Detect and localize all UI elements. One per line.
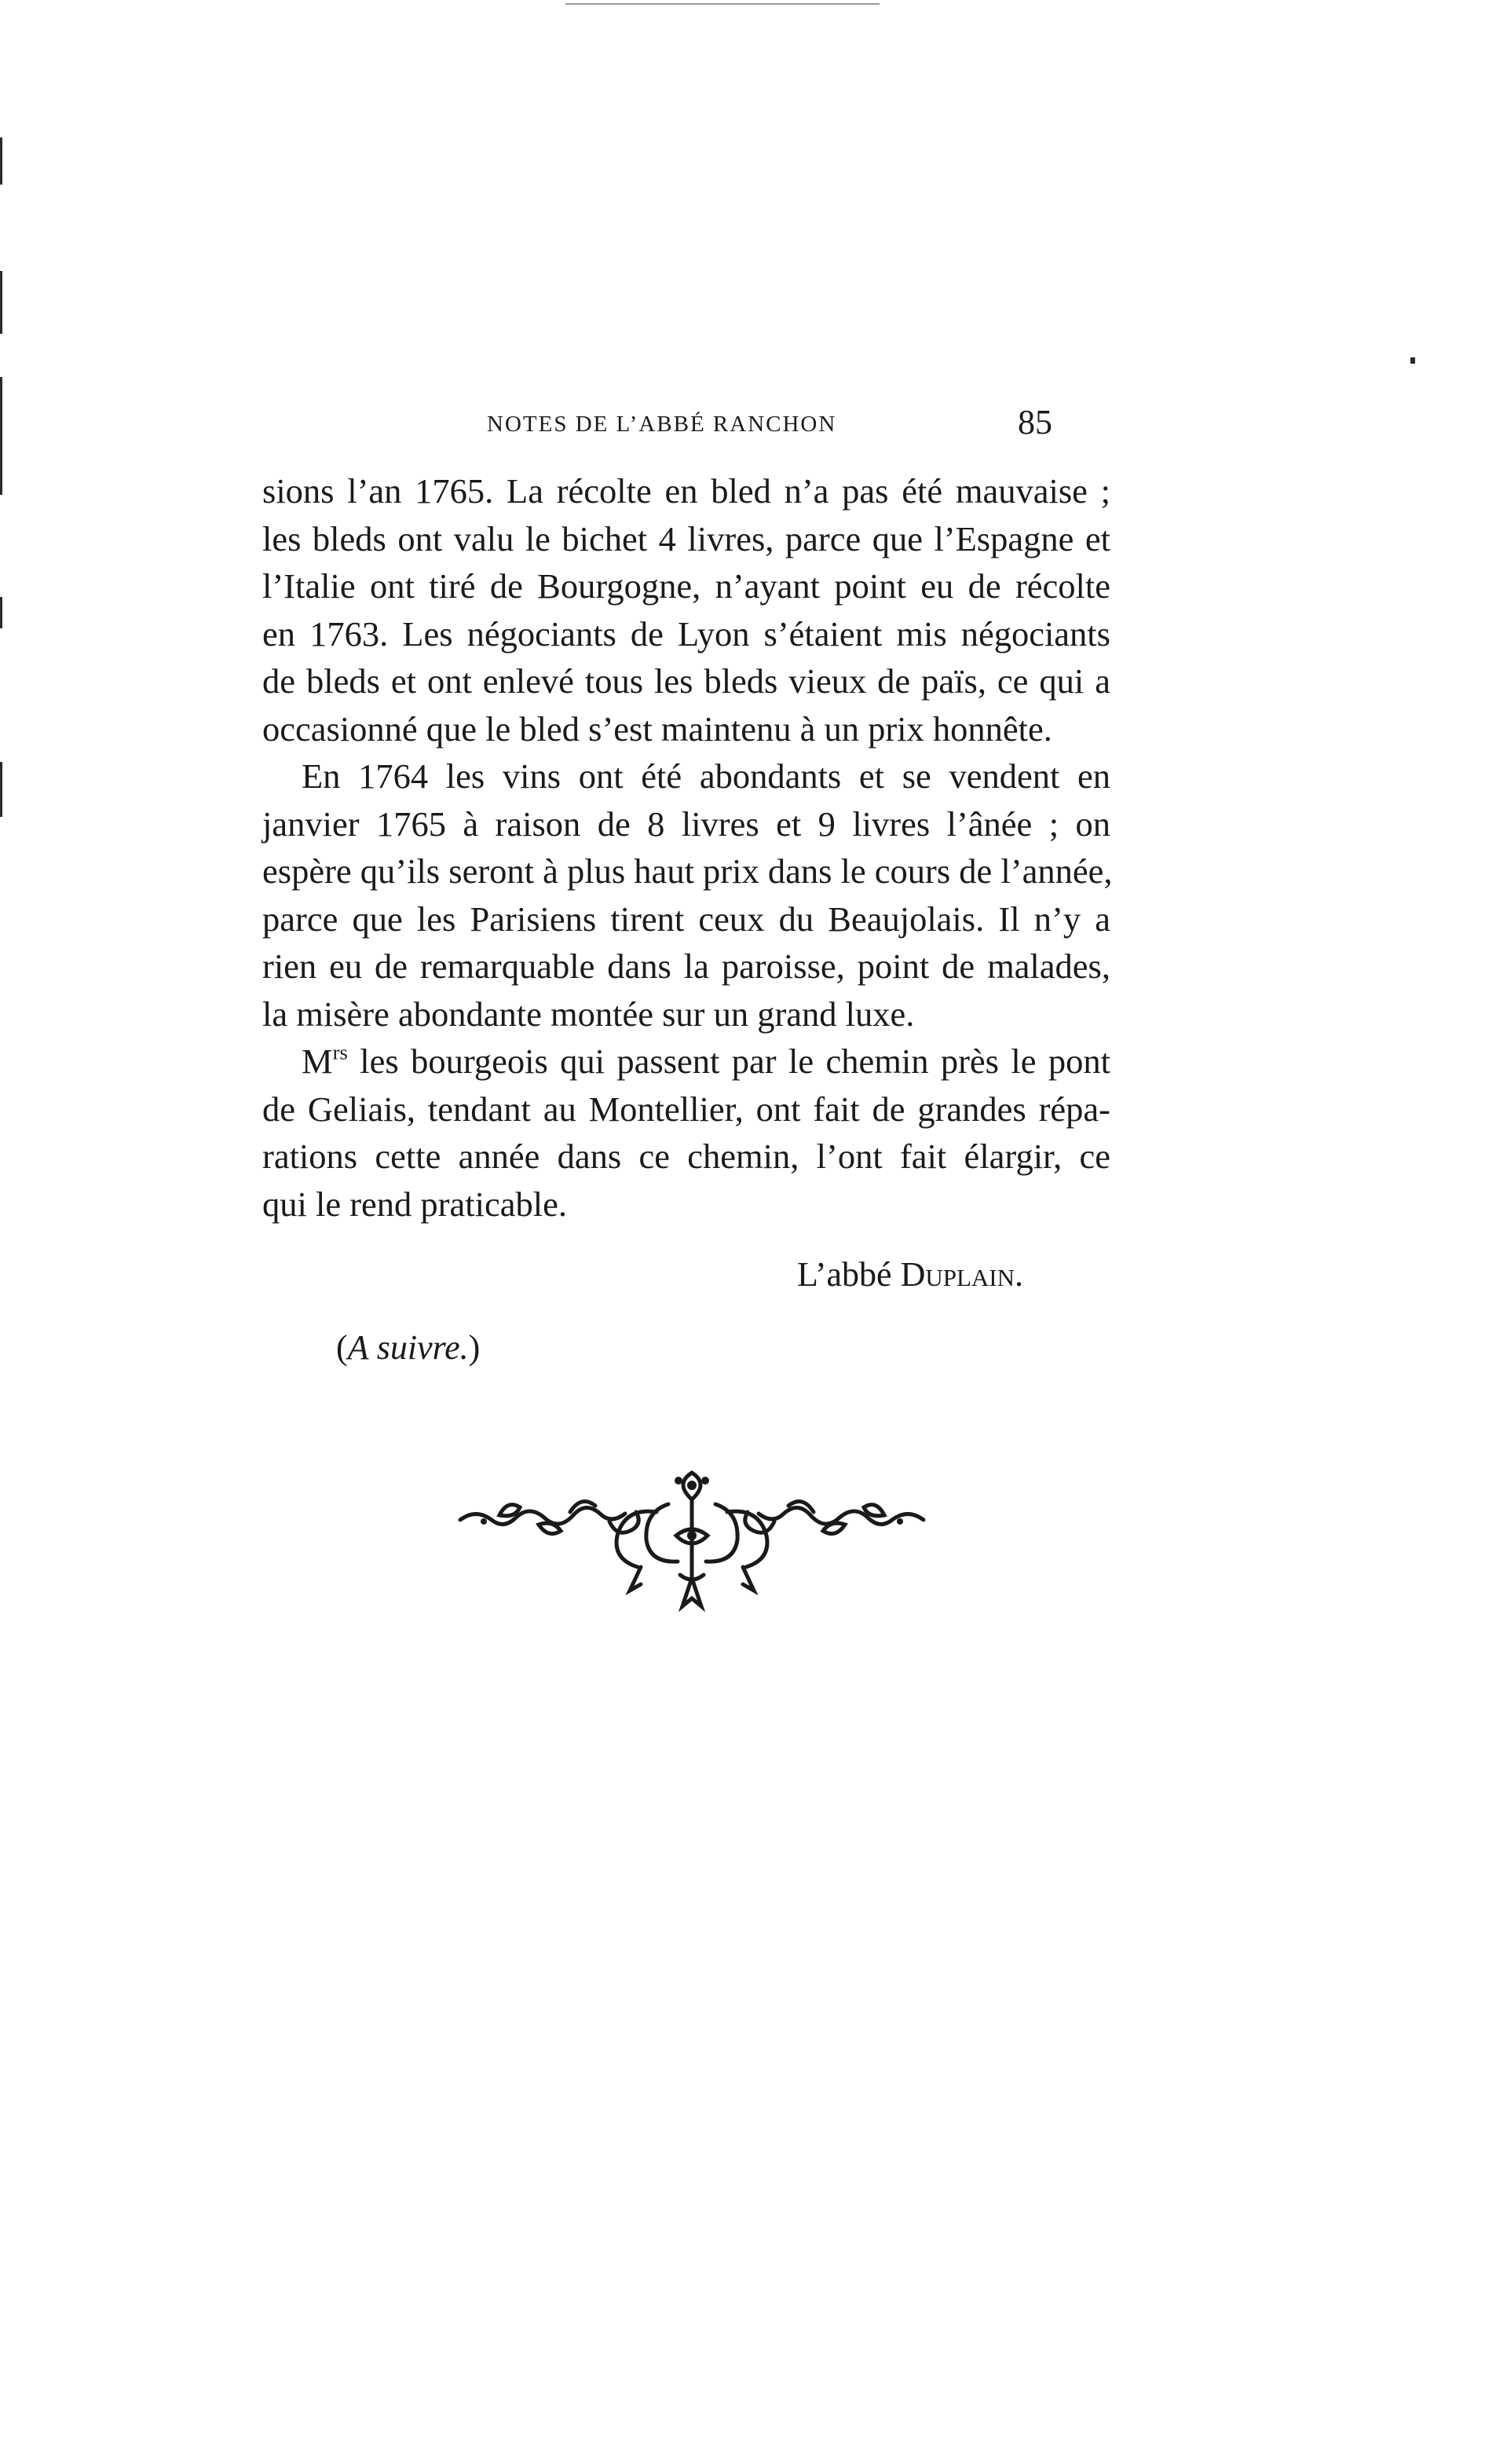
paragraph-3 [262,1038,1110,1228]
text-line: qui le rend praticable. [262,1184,567,1224]
text-line: En 1764 les vins ont été abondants et se vendent en [302,756,1110,796]
paragraph-1 [262,467,1110,752]
continuation-label: A suivre. [347,1328,469,1367]
paragraph-2 [262,752,1113,1038]
text-line: de Geliais, tendant au Montellier, ont fait de grandes répa- [262,1089,1110,1129]
signature-prefix: L’abbé [797,1255,901,1294]
scan-artifact [0,762,2,817]
signature-name: Duplain. [900,1255,1023,1294]
scan-artifact [0,597,2,628]
text-line: les bleds ont valu le bichet 4 livres, parce que l’Espagne et [262,518,1110,558]
body-text [262,467,1113,1228]
scan-artifact [0,137,2,185]
continuation-note [336,1327,480,1367]
text-line: janvier 1765 à raison de 8 livres et 9 livres l’ânée ; on [262,804,1110,844]
text-line: la misère abondante montée sur un grand luxe. [262,994,915,1034]
text-line: de bleds et ont enlevé tous les bleds vieux de païs, ce qui a [262,661,1110,701]
text-line: en 1763. Les négociants de Lyon s’étaient mis négociants [262,613,1110,654]
text-line: l’Italie ont tiré de Bourgogne, n’ayant point eu de récolte [262,566,1110,606]
scan-artifact [565,3,880,5]
signature [797,1254,1023,1294]
scan-artifact [0,377,2,495]
text-line-rest: les bourgeois qui passent par le chemin près le pont [347,1042,1110,1081]
continuation-open: ( [336,1328,348,1367]
text-line: parce que les Parisiens tirent ceux du Beaujolais. Il n’y a [262,899,1110,939]
text-line: rien eu de remarquable dans la paroisse, point de malades, [262,946,1110,986]
continuation-close: ) [468,1328,481,1367]
scan-artifact [0,271,2,334]
text-line: sions l’an 1765. La récolte en bled n’a pas été mauvaise ; [262,471,1110,511]
honorific: M [302,1042,333,1081]
running-title: NOTES DE L’ABBÉ RANCHON [487,412,837,437]
text-line [262,1038,1110,1086]
text-line: espère qu’ils seront à plus haut prix dans le cours de l’année, [262,851,1113,891]
page-number: 85 [1018,403,1052,441]
scan-artifact [1410,357,1415,364]
honorific-superscript: rs [332,1040,348,1064]
text-line: rations cette année dans ce chemin, l’ont fait élargir, ce [262,1137,1110,1176]
text-line: occasionné que le bled s’est maintenu à un prix honnête. [262,708,1052,749]
fleuron-icon [452,1457,931,1614]
